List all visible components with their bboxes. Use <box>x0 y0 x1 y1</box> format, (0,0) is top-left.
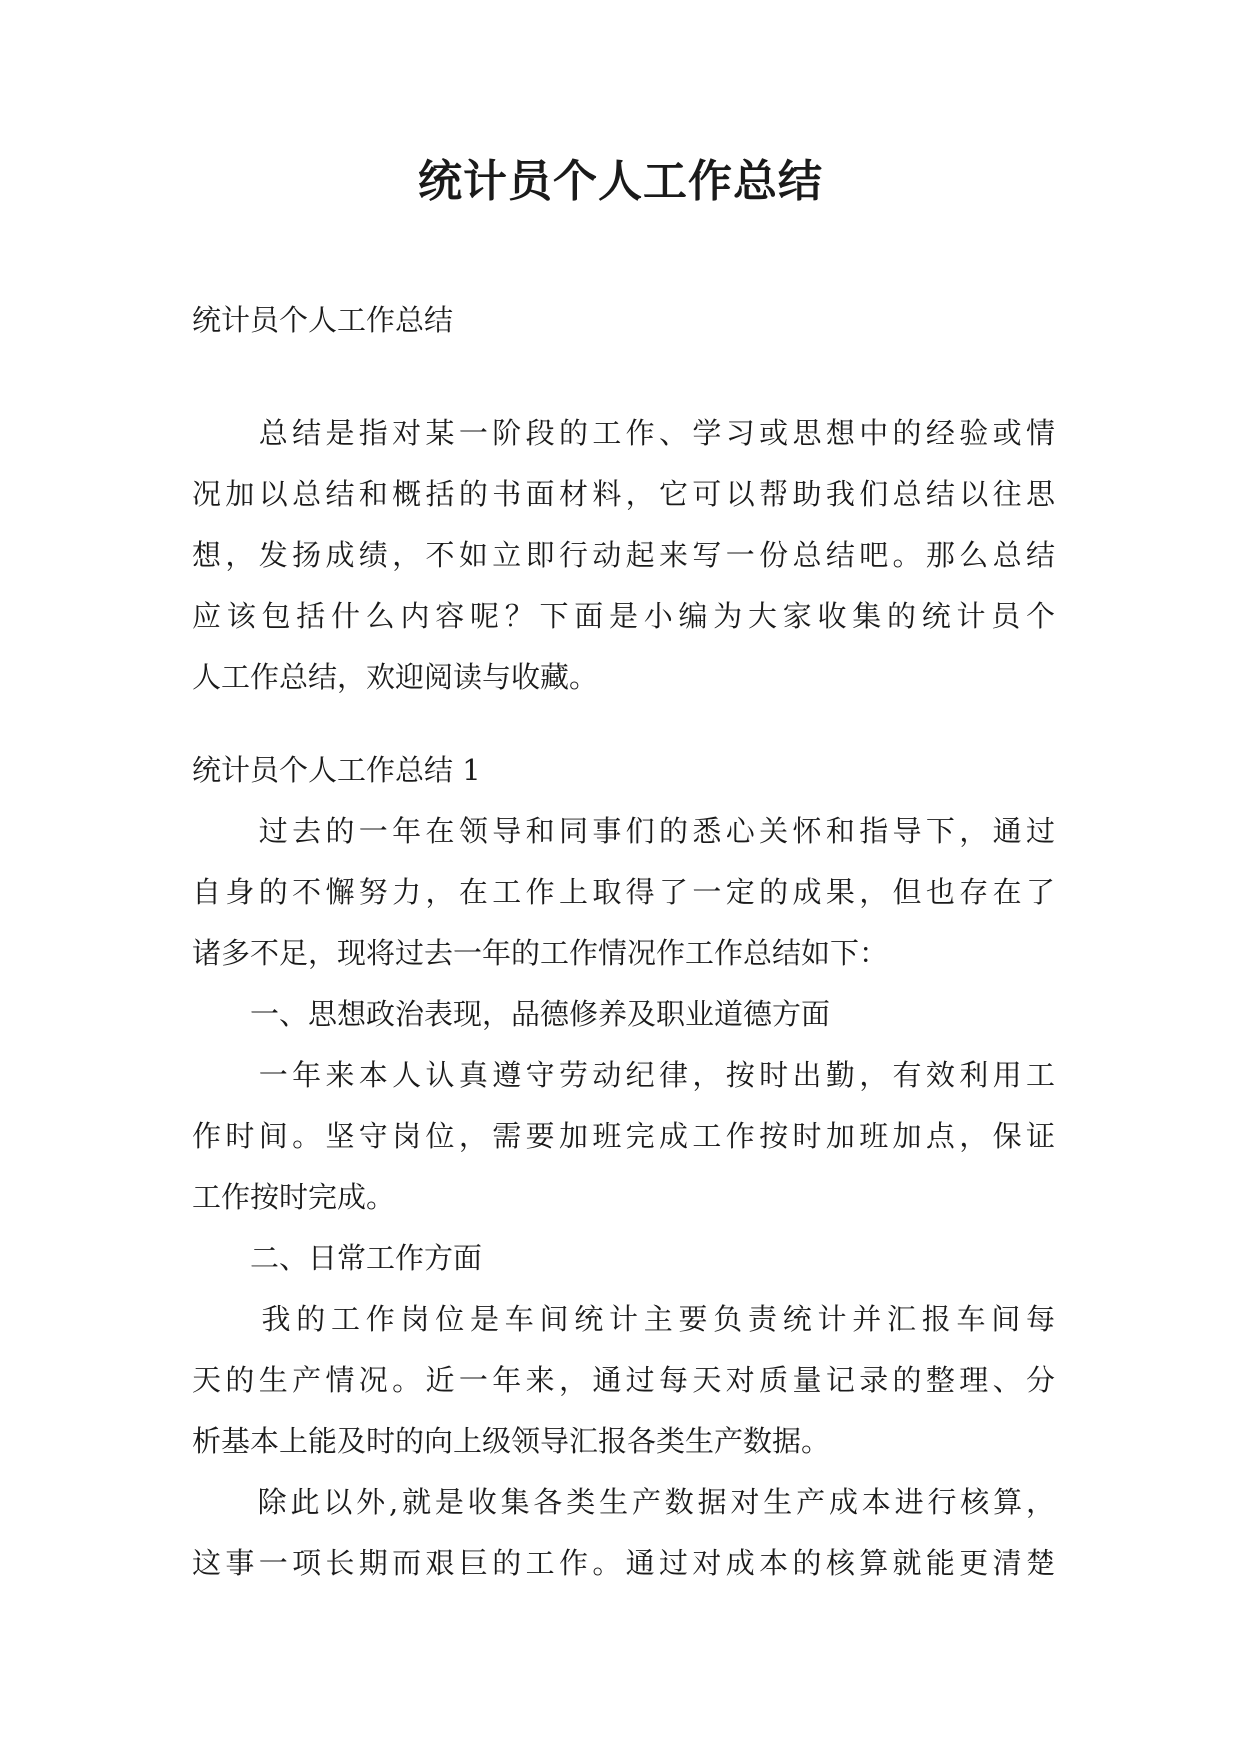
section-heading: 统计员个人工作总结 1 <box>192 753 481 787</box>
spacer <box>192 708 1055 740</box>
intro-paragraph <box>192 403 1055 708</box>
section-line: 工作按时完成。 <box>192 1180 396 1214</box>
section-line: 析基本上能及时的向上级领导汇报各类生产数据。 <box>192 1424 831 1458</box>
section-line: 这事一项长期而艰巨的工作。通过对成本的核算就能更清楚 <box>192 1546 1055 1580</box>
section-line: 天的生产情况。近一年来，通过每天对质量记录的整理、分 <box>192 1363 1055 1397</box>
section-line: 二、日常工作方面 <box>192 1241 483 1275</box>
intro-line: 况加以总结和概括的书面材料，它可以帮助我们总结以往思 <box>192 477 1055 511</box>
section-line: 一年来本人认真遵守劳动纪律，按时出勤，有效利用工 <box>192 1058 1055 1092</box>
section-line: 过去的一年在领导和同事们的悉心关怀和指导下，通过 <box>192 814 1055 848</box>
intro-line: 人工作总结，欢迎阅读与收藏。 <box>192 660 599 694</box>
section-line: 自身的不懈努力，在工作上取得了一定的成果，但也存在了 <box>192 875 1055 909</box>
intro-line: 想，发扬成绩，不如立即行动起来写一份总结吧。那么总结 <box>192 538 1055 572</box>
section-line: 作时间。坚守岗位，需要加班完成工作按时加班加点，保证 <box>192 1119 1055 1153</box>
section-line: 一、思想政治表现，品德修养及职业道德方面 <box>192 997 831 1031</box>
section-line: 诸多不足，现将过去一年的工作情况作工作总结如下： <box>192 936 889 970</box>
section-line: 除此以外,就是收集各类生产数据对生产成本进行核算， <box>192 1485 1055 1519</box>
intro-line: 应该包括什么内容呢？下面是小编为大家收集的统计员个 <box>192 599 1055 633</box>
document-body <box>192 290 1055 1594</box>
section-line: 我的工作岗位是车间统计主要负责统计并汇报车间每 <box>192 1302 1055 1336</box>
document-title: 统计员个人工作总结 <box>418 156 823 207</box>
spacer <box>192 351 1055 403</box>
document-subtitle: 统计员个人工作总结 <box>192 303 454 337</box>
intro-line: 总结是指对某一阶段的工作、学习或思想中的经验或情 <box>192 416 1055 450</box>
section-body <box>192 801 1055 1594</box>
